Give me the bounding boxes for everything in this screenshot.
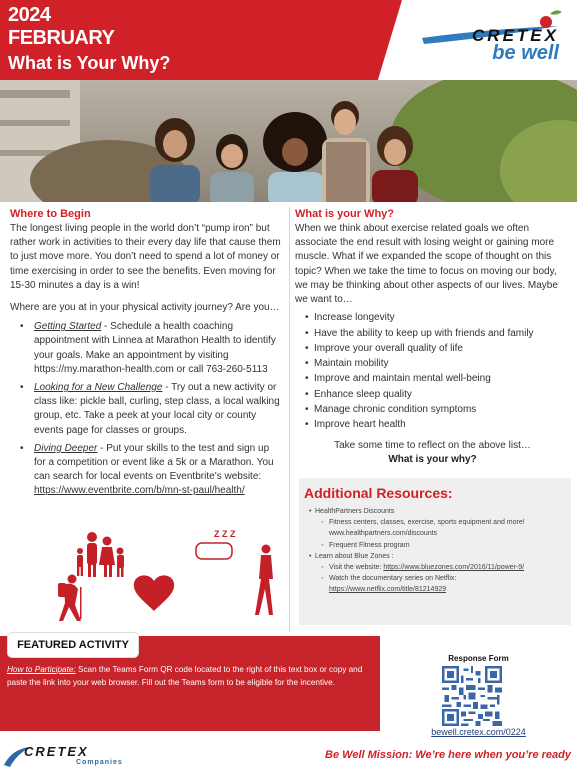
- eventbrite-link[interactable]: https://www.eventbrite.com/b/mn-st-paul/health/: [34, 485, 245, 497]
- list-item: • Improve and maintain mental well-being: [305, 371, 570, 386]
- journey-list: [28, 320, 282, 498]
- list-item: [321, 573, 567, 595]
- intro-paragraph: The longest living people in the world don’t “pump iron” but rather work in activities to their every day life that cause them to just move more. You don’t need to spend a lot of money or time exercising in order to see the benefits. Even moving for 15-30 minutes a day is a win!: [10, 223, 281, 291]
- list-item: • Enhance sleep quality: [305, 387, 570, 402]
- bluezones-link[interactable]: https://www.bluezones.com/2016/11/power-9/: [383, 564, 525, 572]
- response-form-box: [380, 636, 577, 737]
- logo-bewell-text: be well: [492, 42, 559, 64]
- footer-logo-text: CRETEX: [24, 744, 89, 759]
- how-to-participate-label: How to Participate:: [7, 665, 76, 674]
- list-item: [28, 381, 282, 438]
- list-item: • Improve your overall quality of life: [305, 341, 570, 356]
- diving-deeper-text: - Put your skills to the test and sign up for a competition or event like a 5k or a Marathon. You can search for local events on Eventbrite’s website:: [34, 442, 274, 483]
- list-item: • Maintain mobility: [305, 356, 570, 371]
- page-title: What is Your Why?: [8, 53, 171, 73]
- sleep-zzz-icon: Z Z Z: [214, 529, 236, 539]
- netflix-link[interactable]: https://www.netflix.com/title/81214929: [329, 586, 447, 594]
- featured-activity-tag: FEATURED ACTIVITY: [8, 633, 138, 657]
- list-item: [28, 442, 282, 499]
- list-item: [309, 506, 567, 551]
- why-intro-paragraph: When we think about exercise related goals we often associate the end result with losing weight or gaining more muscle. What if we expanded the scope of thought on this topic? When we take the time to focus on moving our body, we may be thinking about other aspects of our lives. Maybe we want to…: [295, 223, 558, 306]
- header: [0, 0, 577, 80]
- healthpartners-item: HealthPartners Discounts: [315, 508, 395, 515]
- where-to-begin-heading: Where to Begin: [10, 208, 91, 220]
- reflect-text: Take some time to reflect on the above list…: [334, 439, 531, 451]
- header-year: 2024: [8, 4, 51, 26]
- additional-resources-box: [299, 478, 571, 625]
- featured-activity-section: [0, 636, 380, 731]
- heart-icon: [134, 575, 174, 611]
- list-item: ◦ Fitness centers, classes, exercise, sports equipment and more! www.healthpartners.com/discounts: [321, 517, 567, 539]
- featured-activity-text: [7, 664, 375, 689]
- footer: [0, 743, 577, 770]
- pillow-icon: [196, 543, 232, 559]
- cretex-be-well-logo: [418, 8, 573, 73]
- list-item: • Have the ability to keep up with friends and family: [305, 326, 570, 341]
- header-month: FEBRUARY: [8, 27, 115, 49]
- diving-deeper-label: Diving Deeper: [34, 442, 98, 454]
- hiker-icon: [58, 575, 82, 622]
- left-column: [10, 207, 282, 503]
- activity-icons: [50, 525, 290, 625]
- new-challenge-text: - Try out a new activity or class like: pickle ball, curling, step class, a local walking group, etc. Take a peek at your local city or county events page for classes or groups.: [34, 382, 280, 436]
- list-item: • Manage chronic condition symptoms: [305, 402, 570, 417]
- list-item: ◦ Frequent Fitness program: [321, 540, 567, 551]
- friends-group-photo: [0, 80, 577, 202]
- why-list: [305, 310, 570, 432]
- photo-illustration: [0, 80, 577, 202]
- blue-zones-sublist: [321, 562, 567, 596]
- blue-zones-item: Learn about Blue Zones :: [315, 552, 394, 560]
- how-to-participate-text: Scan the Teams Form QR code located to the right of this text box or copy and paste the link into your web browser. Fill out the Teams form to be eligible for the incentive.: [7, 665, 363, 687]
- getting-started-label: Getting Started: [34, 321, 102, 333]
- activity-icons-graphic: [50, 525, 290, 625]
- reflect-block: [295, 439, 570, 467]
- what-is-your-why-heading: What is your Why?: [295, 208, 394, 220]
- bluezones-prefix: Visit the website:: [329, 564, 384, 572]
- mission-statement: Be Well Mission: We’re here when you’re ready: [325, 749, 571, 761]
- list-item: [321, 562, 567, 573]
- footer-logo-subtext: Companies: [76, 759, 123, 766]
- list-item: • Improve heart health: [305, 417, 570, 432]
- family-icon: [77, 532, 124, 577]
- reflect-question: What is your why?: [388, 453, 477, 465]
- netflix-prefix: Watch the documentary series on Netflix:: [329, 575, 457, 583]
- list-item: • Increase longevity: [305, 310, 570, 325]
- walker-icon: [255, 545, 273, 616]
- list-item: [28, 320, 282, 377]
- getting-started-text: - Schedule a health coaching appointment with Linnea at Marathon Health to identify your goals. Make an appointment by visiting https://my.marathon-health.com or call 763-260-5113: [34, 321, 276, 375]
- additional-resources-heading: Additional Resources:: [304, 485, 453, 501]
- qr-code-icon[interactable]: [442, 666, 502, 726]
- healthpartners-sublist: [321, 517, 567, 551]
- new-challenge-label: Looking for a New Challenge: [34, 382, 163, 394]
- right-column: [295, 207, 570, 467]
- response-form-link[interactable]: bewell.cretex.com/0224: [431, 727, 526, 737]
- list-item: [309, 551, 567, 596]
- journey-question: Where are you at in your physical activity journey? Are you…: [10, 302, 280, 314]
- logo-cretex-text: CRETEX: [472, 26, 559, 45]
- response-form-title: Response Form: [448, 654, 509, 663]
- resources-list: [309, 506, 567, 596]
